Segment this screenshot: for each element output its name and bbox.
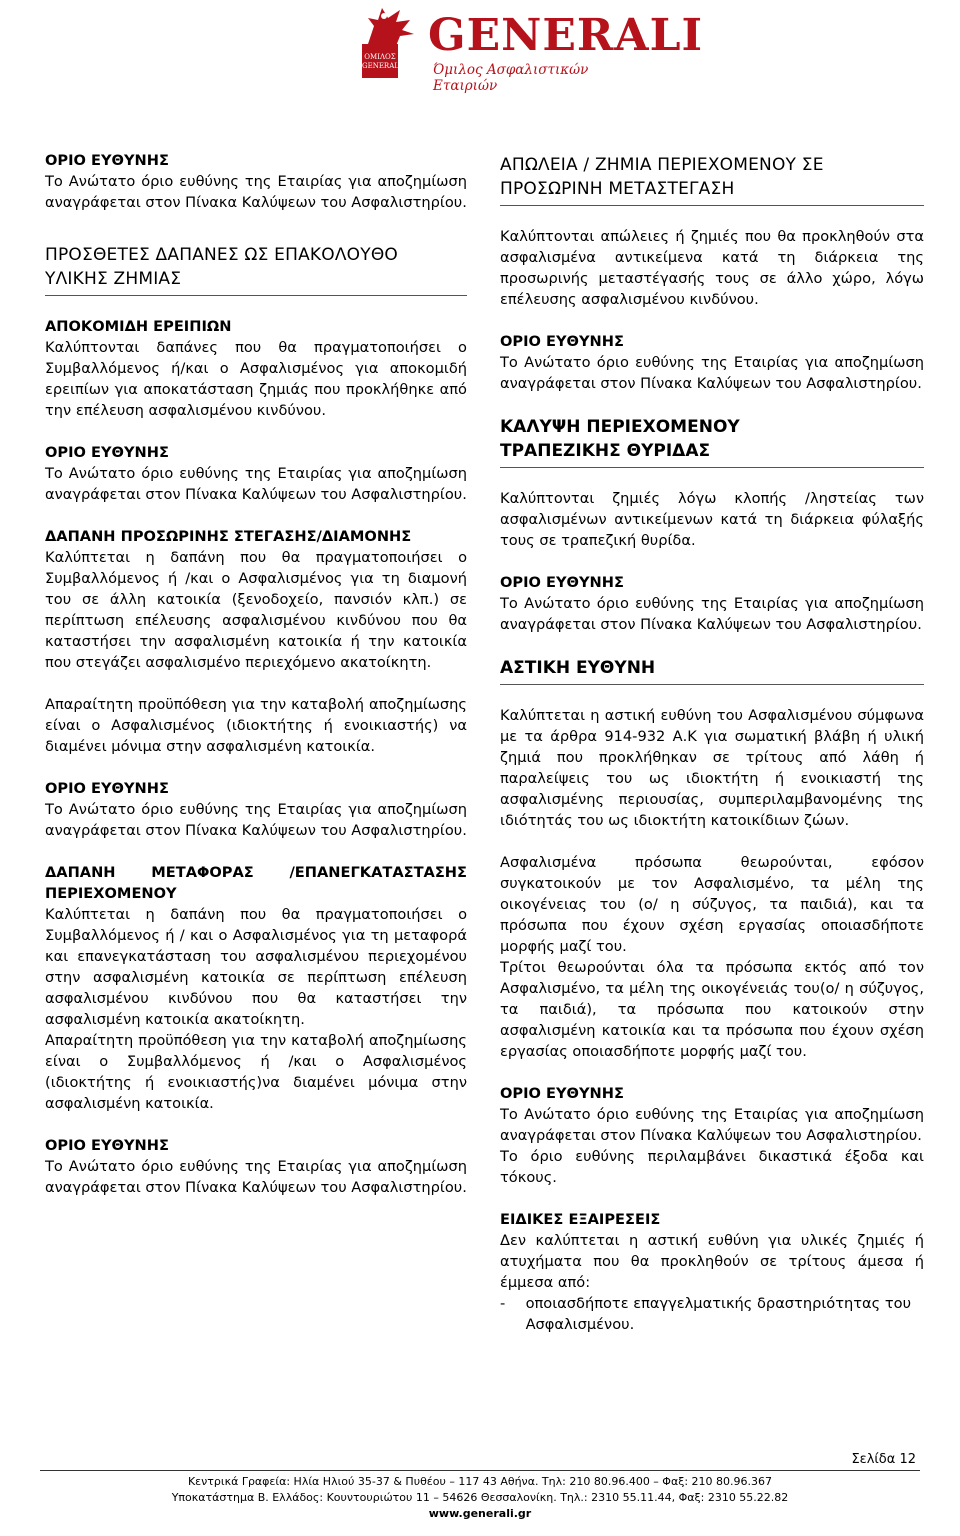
list-item-text: οποιασδήποτε επαγγελματικής δραστηριότητας του Ασφαλισμένου.	[525, 1295, 912, 1333]
section-text: Το όριο ευθύνης περιλαμβάνει δικαστικά έξοδα και τόκους.	[500, 1148, 924, 1186]
section-heading	[45, 243, 467, 296]
footer-address-line: Υποκατάστημα Β. Ελλάδος: Κουντουριώτου 11 – 54626 Θεσσαλονίκη. Τηλ.: 2310 55.11.44, Φαξ: 2310 55.22.82	[171, 1491, 789, 1504]
section-text: Καλύπτεται η αστική ευθύνη του Ασφαλισμένου σύμφωνα με τα άρθρα 914-932 Α.Κ για σωματική βλάβη ή υλική ζημιά που προκλήθηκαν σε τρίτους από λάθη ή παραλείψεις του ως ιδιοκτήτη ή ενοικιαστή της ασφαλισμένης περιουσίας, συμπεριλαμβανομένης της ιδιότητάς του ως ιδιοκτήτη κατοικίδιων ζώων.	[500, 707, 924, 829]
section-text: Το Ανώτατο όριο ευθύνης της Εταιρίας για αποζημίωση αναγράφεται στον Πίνακα Καλύψεων του Ασφαλιστηρίου.	[45, 465, 467, 503]
section-title: ΠΕΡΙΕΧΟΜΕΝΟΥ	[45, 885, 177, 902]
section-text: Το Ανώτατο όριο ευθύνης της Εταιρίας για αποζημίωση αναγράφεται στον Πίνακα Καλύψεων του Ασφαλιστηρίου.	[45, 801, 467, 839]
section-title: ΟΡΙΟ ΕΥΘΥΝΗΣ	[45, 1137, 169, 1154]
heading-line: ΥΛΙΚΗΣ ΖΗΜΙΑΣ	[45, 269, 182, 289]
lion-logo-icon	[360, 4, 422, 48]
heading-line: ΑΠΩΛΕΙΑ / ΖΗΜΙΑ ΠΕΡΙΕΧΟΜΕΝΟΥ ΣΕ	[500, 155, 824, 175]
section-text: Το Ανώτατο όριο ευθύνης της Εταιρίας για αποζημίωση αναγράφεται στον Πίνακα Καλύψεων του Ασφαλιστηρίου.	[45, 173, 467, 211]
section-text: Καλύπτεται η δαπάνη που θα πραγματοποιήσει ο Συμβαλλόμενος ή / και ο Ασφαλισμένος για τη μεταφορά και επανεγκατάσταση του ασφαλισμένου περιεχομένου στην ασφαλισμένη κατοικία σε περίπτωση επέλευση ασφαλισμένου κινδύνου που θα καταστήσει την ασφαλισμένη κατοικία ακατοίκητη.	[45, 906, 467, 1028]
section-text: Καλύπτονται απώλειες ή ζημιές που θα προκληθούν στα ασφαλισμένα αντικείμενα κατά τη διάρκεια της προσωρινής μεταστέγασής τους σε άλλο χώρο, λόγω επέλευσης ασφαλισμένου κινδύνου.	[500, 228, 924, 308]
section-title: ΕΙΔΙΚΕΣ ΕΞΑΙΡΕΣΕΙΣ	[500, 1211, 661, 1228]
section-text: Καλύπτεται η δαπάνη που θα πραγματοποιήσει ο Συμβαλλόμενος ή /και ο Ασφαλισμένος για τη διαμονή του σε άλλη κατοικία (ξενοδοχείο, πανσιόν κλπ.) σε περίπτωση επέλευσης ασφαλισμένου κινδύνου που θα καταστήσει την ασφαλισμένη κατοικία ή την κατοικία που στεγάζει ασφαλισμένο περιεχόμενο ακατοίκητη.	[45, 549, 467, 671]
left-column	[45, 150, 467, 1198]
footer-website: www.generali.gr	[428, 1507, 532, 1520]
heading-line: ΑΣΤΙΚΗ ΕΥΘΥΝΗ	[500, 658, 656, 678]
section-text: Το Ανώτατο όριο ευθύνης της Εταιρίας για αποζημίωση αναγράφεται στον Πίνακα Καλύψεων του Ασφαλιστηρίου.	[500, 595, 924, 633]
logo-badge-line2: GENERALI	[362, 62, 402, 70]
heading-line: ΚΑΛΥΨΗ ΠΕΡΙΕΧΟΜΕΝΟΥ	[500, 417, 740, 437]
section-title: ΑΠΟΚΟΜΙΔΗ ΕΡΕΙΠΙΩΝ	[45, 318, 232, 335]
section-heading	[500, 656, 924, 685]
section-title: ΟΡΙΟ ΕΥΘΥΝΗΣ	[45, 152, 169, 169]
logo-badge-line1: ΟΜΙΛΟΣ	[364, 53, 396, 61]
brand-subtitle: Όμιλος Ασφαλιστικών Εταιριών	[433, 62, 589, 94]
section-text: Δεν καλύπτεται η αστική ευθύνη για υλικές ζημιές ή ατυχήματα που θα προκληθούν σε τρίτους άμεσα ή έμμεσα από:	[500, 1232, 924, 1291]
heading-line: ΤΡΑΠΕΖΙΚΗΣ ΘΥΡΙΔΑΣ	[500, 441, 711, 461]
section-text: Απαραίτητη προϋπόθεση για την καταβολή αποζημίωσης είναι ο Ασφαλισμένος (ιδιοκτήτης ή ενοικιαστής) να διαμένει μόνιμα στην ασφαλισμένη κατοικία.	[45, 696, 467, 755]
section-title: ΔΑΠΑΝΗ ΠΡΟΣΩΡΙΝΗΣ ΣΤΕΓΑΣΗΣ/ΔΙΑΜΟΝΗΣ	[45, 528, 412, 545]
brand-name: GENERALI	[428, 10, 704, 61]
section-text: Το Ανώτατο όριο ευθύνης της Εταιρίας για αποζημίωση αναγράφεται στον Πίνακα Καλύψεων του Ασφαλιστηρίου.	[500, 1106, 924, 1144]
list-dash: -	[500, 1295, 506, 1312]
footer-address-line: Κεντρικά Γραφεία: Ηλία Ηλιού 35-37 & Πυθέου – 117 43 Αθήνα. Τηλ: 210 80.96.400 – Φαξ: 210 80.96.367	[187, 1475, 773, 1488]
logo-badge	[362, 44, 402, 78]
section-title: ΟΡΙΟ ΕΥΘΥΝΗΣ	[500, 333, 624, 350]
section-text: Τρίτοι θεωρούνται όλα τα πρόσωπα εκτός από τον Ασφαλισμένο, τα μέλη της οικογένειάς του(ο/ η σύζυγος, τα παιδιά), τα πρόσωπα που κατοικούν στην ασφαλισμένη κατοικία και τα πρόσωπα που έχουν σχέση εργασίας οποιασδήποτε μορφής μαζί του.	[500, 959, 924, 1060]
footer-divider	[40, 1470, 920, 1471]
section-text: Απαραίτητη προϋπόθεση για την καταβολή αποζημίωσης είναι ο Συμβαλλόμενος ή /και ο Ασφαλισμένος (ιδιοκτήτης ή ενοικιαστής)να διαμένει μόνιμα στην ασφαλισμένη κατοικία.	[45, 1032, 467, 1112]
section-title: ΔΑΠΑΝΗ ΜΕΤΑΦΟΡΑΣ /ΕΠΑΝΕΓΚΑΤΑΣΤΑΣΗΣ	[45, 864, 467, 881]
section-text: Το Ανώτατο όριο ευθύνης της Εταιρίας για αποζημίωση αναγράφεται στον Πίνακα Καλύψεων του Ασφαλιστηρίου.	[45, 1158, 467, 1196]
section-title: ΟΡΙΟ ΕΥΘΥΝΗΣ	[500, 574, 624, 591]
section-heading	[500, 415, 924, 468]
page-number: Σελίδα 12	[851, 1452, 916, 1467]
section-text: Καλύπτονται δαπάνες που θα πραγματοποιήσει ο Συμβαλλόμενος ή/και ο Ασφαλισμένος για αποκομιδή ερειπίων για αποκατάσταση ζημιάς που προκλήθηκε από την επέλευση ασφαλισμένου κινδύνου.	[45, 339, 467, 419]
section-text: Καλύπτονται ζημιές λόγω κλοπής /ληστείας των ασφαλισμένων αντικείμενων κατά τη διάρκεια φύλαξής τους σε τραπεζική θυρίδα.	[500, 490, 924, 549]
section-heading	[500, 153, 924, 206]
list-item	[500, 1293, 924, 1335]
right-column	[500, 153, 924, 1335]
section-title: ΟΡΙΟ ΕΥΘΥΝΗΣ	[45, 444, 169, 461]
section-title: ΟΡΙΟ ΕΥΘΥΝΗΣ	[500, 1085, 624, 1102]
section-title: ΟΡΙΟ ΕΥΘΥΝΗΣ	[45, 780, 169, 797]
section-text: Ασφαλισμένα πρόσωπα θεωρούνται, εφόσον συγκατοικούν με τον Ασφαλισμένο, τα μέλη της οικογένειας του (ο/ η σύζυγος, τα παιδιά), και τα πρόσωπα που έχουν σχέση εργασίας οποιασδήποτε μορφής μαζί του.	[500, 854, 924, 955]
section-text: Το Ανώτατο όριο ευθύνης της Εταιρίας για αποζημίωση αναγράφεται στον Πίνακα Καλύψεων του Ασφαλιστηρίου.	[500, 354, 924, 392]
company-header	[360, 4, 704, 94]
page-footer	[0, 1474, 960, 1522]
heading-line: ΠΡΟΣΘΕΤΕΣ ΔΑΠΑΝΕΣ ΩΣ ΕΠΑΚΟΛΟΥΘΟ	[45, 245, 398, 265]
heading-line: ΠΡΟΣΩΡΙΝΗ ΜΕΤΑΣΤΕΓΑΣΗ	[500, 179, 735, 199]
